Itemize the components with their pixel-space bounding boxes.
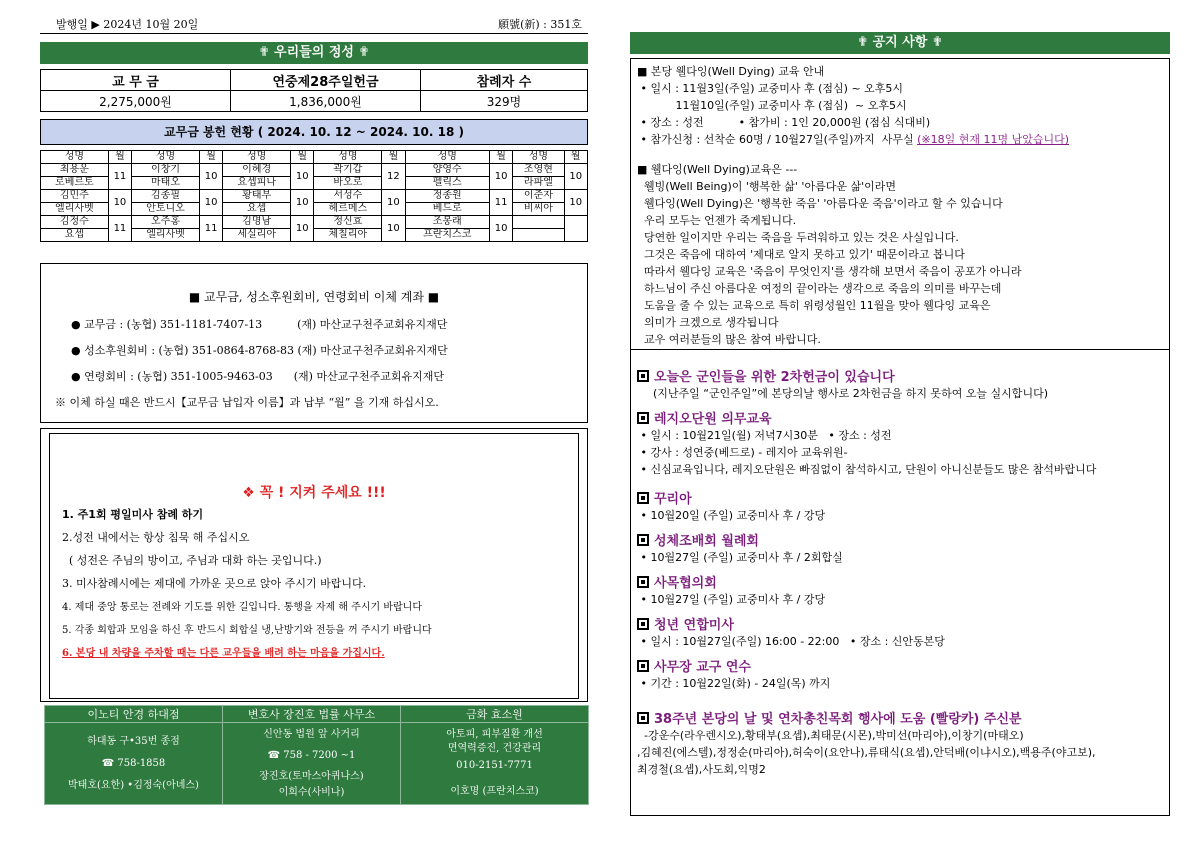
member-month: 10 [291,164,314,190]
account-dues: ● 교무금 : (농협) 351-1181-7407-13 (재) 마산교구천주교회유지재단 [71,318,448,331]
member-name: 정신효 [314,216,382,229]
checkbox-icon [637,660,649,672]
rule-3: 3. 미사참례시에는 제대에 가까운 곳으로 앉아 주시기 바랍니다. [62,577,367,590]
member-saint-name: 프란치스코 [405,229,489,242]
dues-row [41,216,588,229]
member-month: 10 [199,164,222,190]
member-name: 이준자 [513,190,564,203]
member-name: 김민주 [41,190,109,203]
well-dying-signup-text: • 참가신청 : 선착순 60명 / 10월27일(주일)까지 사무실 [637,133,918,146]
member-saint-name: 요셉피나 [223,177,291,190]
col-name: 성명 [405,151,489,164]
ad-glasses [45,723,223,805]
section-1-line-0: • 일시 : 10월21일(월) 저녁7시30분 • 장소 : 성전 [637,429,892,442]
offering-value-dues: 2,275,000원 [41,91,231,112]
section-1-line-1: • 강사 : 성연중(베드로) - 레지아 교육위원- [637,446,848,459]
well-dying-body-10: 교우 여러분들의 많은 참여 바랍니다. [637,333,821,346]
col-month: 월 [564,151,588,164]
well-dying-body-7: 하느님이 주신 아름다운 여정의 끝이라는 생각으로 죽음의 의미를 바꾸는데 [637,282,1002,295]
ad-header-enzyme: 금화 효소원 [401,706,589,723]
dues-title: 교무금 봉헌 현황 ( 2024. 10. 12 ~ 2024. 10. 18 ) [40,119,588,145]
well-dying-place: • 장소 : 성전 • 참가비 : 1인 20,000원 (점심 식대비) [637,116,931,129]
rule-1: 1. 주1회 평일미사 참례 하기 [62,508,204,521]
section-title-4: 사목협의회 [654,576,717,591]
notice-section-1 [637,408,1096,478]
section-0-line-0: (지난주일 “군인주일”에 본당의날 행사로 2차헌금을 하지 못하여 오늘 실시합니다) [653,387,1048,400]
well-dying-remaining: (※18일 현재 11명 남았습니다) [917,133,1070,146]
well-dying-signup [637,131,1069,148]
member-name: 정종원 [405,190,489,203]
well-dying-box [630,58,1170,350]
member-name: 황태부 [223,190,291,203]
ad-enzyme-owner: 이호명 (프란치스코) [450,786,539,797]
member-month: 11 [489,190,512,216]
member-saint-name [513,229,564,242]
ad-enzyme-phone: 010-2151-7771 [456,760,533,771]
rule-4: 4. 제대 중앙 통로는 전례와 기도를 위한 길입니다. 통행을 자제 해 주시기 바랍니다 [62,602,422,613]
member-month: 12 [382,164,405,190]
well-dying-body-9: 의미가 크겠으로 생각됩니다 [637,316,779,329]
member-month: 10 [564,190,588,216]
col-month: 월 [489,151,512,164]
rule-5: 5. 각종 회합과 모임을 하신 후 반드시 회합실 냉,난방기와 전등을 꺼 주시기 바랍니다 [62,625,432,636]
member-month: 11 [108,216,131,242]
well-dying-body-1: 웰빙(Well Being)이 '행복한 삶' '아름다운 삶'이라면 [637,180,896,193]
rules-title: ❖ 꼭 ! 지켜 주세요 !!! [242,485,386,501]
member-month: 10 [489,216,512,242]
notice-title: ✟ 공지 사항 ✟ [630,32,1170,54]
well-dying-body-5: 그것은 죽음에 대하여 '제대로 알지 못하고 있기' 때문이라고 봅니다 [637,248,965,261]
section-5-line-0: • 일시 : 10월27일(주일) 16:00 - 22:00 • 장소 : 신안동본당 [637,635,945,648]
well-dying-info [637,63,1069,148]
ad-enzyme-line-1: 아토피, 피부질환 개선 [446,729,543,740]
member-month: 10 [199,190,222,216]
section-4-line-0: • 10월27일 (주일) 교중미사 후 / 강당 [637,593,826,606]
well-dying-body-6: 따라서 웰다잉 교육은 '죽음이 무엇인지'를 생각해 보면서 죽음이 공포가 아니라 [637,265,1022,278]
ad-enzyme [401,723,589,805]
col-month: 월 [382,151,405,164]
section-3-line-0: • 10월27일 (주일) 교중미사 후 / 2회합실 [637,551,843,564]
ad-header-lawyer: 변호사 장진호 법률 사무소 [223,706,401,723]
accounts-note: ※ 이체 하실 때은 반드시【교무금 납입자 이름】과 납부 “월” 을 기재 하십시오. [55,396,439,409]
member-saint-name: 엘리사벳 [41,203,109,216]
ad-lawyer-name-1: 장진호(토마스아퀴나스) [259,770,364,782]
ad-glasses-phone: ☎ 758-1858 [101,757,166,769]
member-saint-name: 로베르토 [41,177,109,190]
member-saint-name: 라파엘 [513,177,564,190]
checkbox-icon [637,492,649,504]
rule-2: 2.성전 내에서는 항상 침묵 해 주십시오 [62,531,250,544]
col-month: 월 [291,151,314,164]
col-name: 성명 [314,151,382,164]
member-name [513,216,564,229]
member-month: 10 [382,190,405,216]
checkbox-icon [637,712,649,724]
accounts-box [40,263,588,423]
section-1-line-2: • 신심교육입니다, 레지오단원은 빠짐없이 참석하시고, 단원이 아니신분들도 많은 참석바랍니다 [637,463,1097,476]
checkbox-icon [637,370,649,382]
offering-title: ✟ 우리들의 정성 ✟ [40,42,588,64]
member-saint-name: 요셉 [223,203,291,216]
well-dying-body-2: 웰다잉(Well Dying)은 '행복한 죽음' '아름다운 죽음'이라고 할 수 있습니다 [637,197,1003,210]
ad-lawyer [223,723,401,805]
ad-glasses-owners: 박태호(요한) •김정숙(아녜스) [68,779,199,791]
ad-lawyer-name-2: 이희수(사비나) [278,786,345,798]
offering-value-sunday: 1,836,000원 [231,91,421,112]
dues-row [41,164,588,177]
member-month: 11 [199,216,222,242]
checkbox-icon [637,412,649,424]
section-7-line-0: -강운수(라우렌시오),황태부(요셉),최태문(시몬),박미선(마리아),이창기(마태오) [637,729,1024,742]
col-month: 월 [199,151,222,164]
member-month: 10 [291,216,314,242]
member-saint-name: 체칠리아 [314,229,382,242]
ad-lawyer-address: 신안동 법원 앞 사거리 [263,728,360,740]
checkbox-icon [637,576,649,588]
section-6-line-0: • 기간 : 10월22일(화) - 24일(목) 까지 [637,677,831,690]
section-title-5: 청년 연합미사 [654,618,734,633]
member-saint-name: 헤르메스 [314,203,382,216]
notice-sections [630,350,1170,816]
page-header [40,12,588,34]
offering-header-attendance: 참례자 수 [421,70,588,91]
member-saint-name: 요셉 [41,229,109,242]
checkbox-icon [637,618,649,630]
well-dying-body-4: 당연한 일이지만 우리는 죽음을 두려워하고 있는 것은 사실입니다. [637,231,959,244]
member-month [564,216,588,242]
account-vocation: ● 성소후원회비 : (농협) 351-0864-8768-83 (재) 마산교구천주교회유지재단 [71,344,448,357]
member-saint-name: 안토니오 [132,203,200,216]
member-month: 11 [108,164,131,190]
col-name: 성명 [223,151,291,164]
member-saint-name: 비씨아 [513,203,564,216]
section-title-1: 레지오단원 의무교육 [654,412,772,427]
well-dying-date-2: 11월10일(주일) 교중미사 후 (점심) ~ 오후5시 [637,99,907,112]
offering-header-dues: 교 무 금 [41,70,231,91]
rules-box [40,428,588,702]
issue-number: 願號(新) : 351호 [498,18,582,31]
member-name: 오주홍 [132,216,200,229]
member-name: 최용운 [41,164,109,177]
member-name: 김정수 [41,216,109,229]
ad-glasses-address: 하대동 구•35번 종점 [87,735,180,747]
member-saint-name: 베드로 [405,203,489,216]
rule-6: 6. 본당 내 차량을 주차할 때는 다른 교우들을 배려 하는 마음을 가집시다. [62,648,385,659]
member-name: 이창기 [132,164,200,177]
member-name: 조봉래 [405,216,489,229]
rule-2-note: ( 성전은 주님의 방이고, 주님과 대화 하는 곳입니다.) [62,554,322,567]
offering-table [40,69,588,112]
member-name: 양영수 [405,164,489,177]
rules-inner [49,433,579,699]
well-dying-body-3: 우리 모두는 언젠가 죽게됩니다. [637,214,797,227]
member-saint-name: 펠릭스 [405,177,489,190]
account-funeral: ● 연령회비 : (농협) 351-1005-9463-03 (재) 마산교구천주교회유지재단 [71,370,444,383]
offering-header-sunday: 연중제28주일헌금 [231,70,421,91]
notice-section-2 [637,488,825,524]
notice-section-5 [637,614,945,650]
member-saint-name: 엘리사벳 [132,229,200,242]
section-title-6: 사무장 교구 연수 [654,660,751,675]
dues-table [40,150,588,242]
member-name: 서성수 [314,190,382,203]
member-name: 곽기갑 [314,164,382,177]
notice-section-0 [637,366,1048,402]
col-name: 성명 [513,151,564,164]
ad-lawyer-phone: ☎ 758 - 7200 ~1 [267,749,356,761]
section-title-2: 꾸리아 [654,492,692,507]
member-name: 이혜경 [223,164,291,177]
section-7-line-1: ,김혜진(에스텔),정정순(마리아),허숙이(요안나),류태식(요셉),안덕배(이냐시오),백용주(야고보), [637,746,1096,759]
section-title-0: 오늘은 군인들을 위한 2차헌금이 있습니다 [654,370,895,385]
section-2-line-0: • 10월20일 (주일) 교중미사 후 / 강당 [637,509,826,522]
member-saint-name: 마태오 [132,177,200,190]
well-dying-date-1: • 일시 : 11월3일(주일) 교중미사 후 (점심) ~ 오후5시 [637,82,904,95]
col-name: 성명 [41,151,109,164]
member-month: 10 [291,190,314,216]
ads-table [44,705,589,805]
issue-date: 발행일 ▶ 2024년 10월 20일 [56,18,199,31]
well-dying-body-8: 도움을 줄 수 있는 교육으로 특히 위령성월인 11월을 맞아 웰다잉 교육은 [637,299,991,312]
member-name: 김종필 [132,190,200,203]
col-month: 월 [108,151,131,164]
member-name: 조영현 [513,164,564,177]
member-saint-name: 바오로 [314,177,382,190]
member-month: 10 [564,164,588,190]
member-month: 10 [489,164,512,190]
section-title-7: 38주년 본당의 날 및 연차총친목회 행사에 도움 (빨랑카) 주신분 [654,712,1022,727]
member-saint-name: 세실리아 [223,229,291,242]
ad-header-glasses: 이노티 안경 하대점 [45,706,223,723]
member-month: 10 [108,190,131,216]
section-7-line-2: 최경철(요셉),사도회,익명2 [637,763,766,776]
dues-row [41,190,588,203]
notice-section-7 [637,708,1096,778]
well-dying-body [637,161,1022,348]
checkbox-icon [637,534,649,546]
notice-section-3 [637,530,843,566]
member-name: 김명남 [223,216,291,229]
well-dying-heading: ■ 본당 웰다잉(Well Dying) 교육 안내 [637,65,825,78]
notice-section-6 [637,656,830,692]
member-month: 10 [382,216,405,242]
notice-section-4 [637,572,825,608]
ad-enzyme-line-2: 면역력증진, 건강관리 [447,743,542,754]
accounts-title: ■ 교무금, 성소후원회비, 연령회비 이체 계좌 ■ [188,290,440,304]
col-name: 성명 [132,151,200,164]
well-dying-body-0: ■ 웰다잉(Well Dying)교육은 --- [637,163,798,176]
offering-value-attendance: 329명 [421,91,588,112]
section-title-3: 성체조배회 월례회 [654,534,759,549]
